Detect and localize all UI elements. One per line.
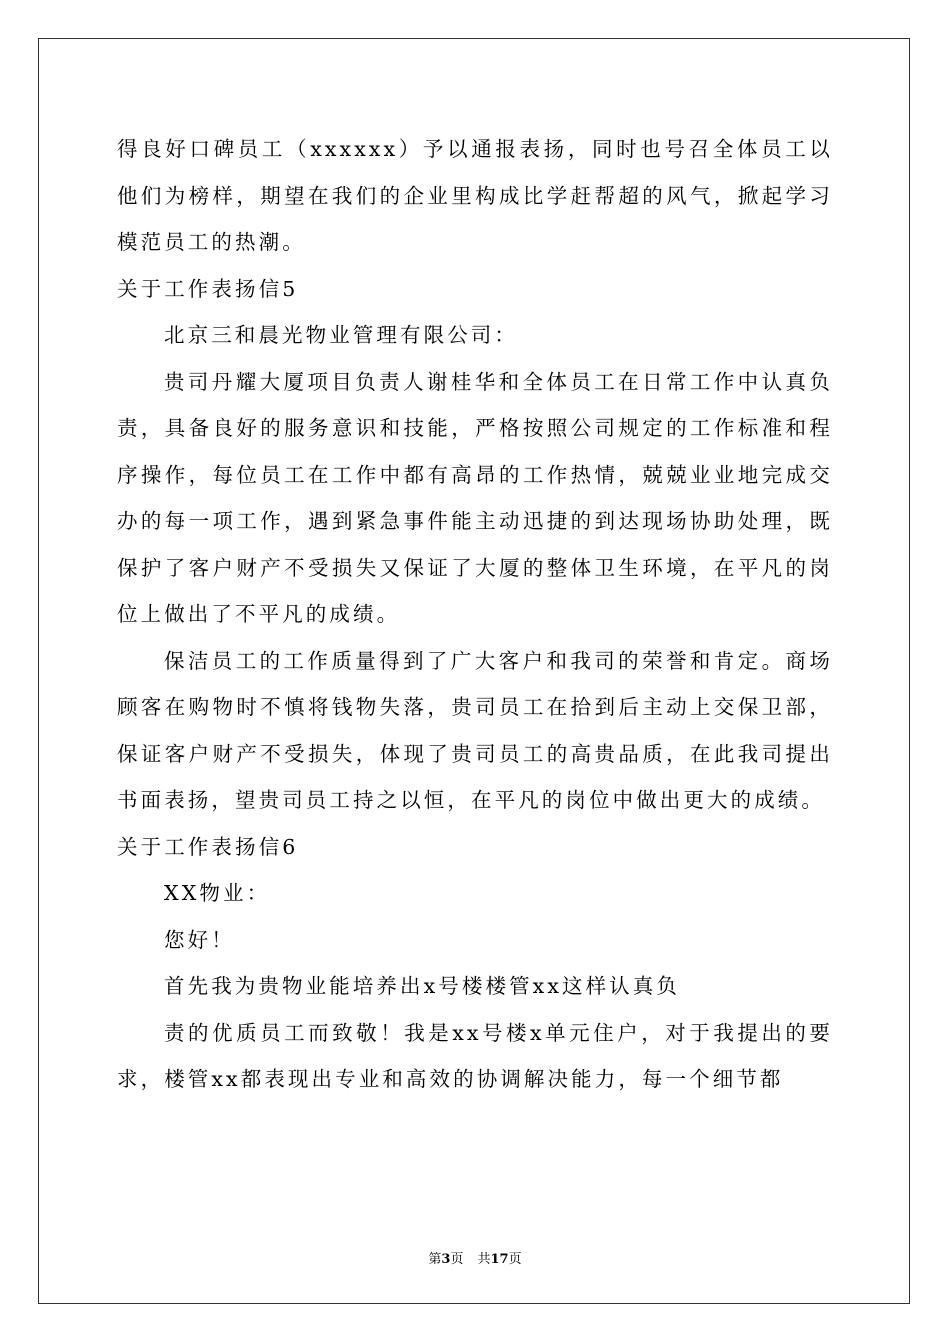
footer-total-suffix: 页 (508, 1252, 522, 1267)
paragraph-greeting: 您好！ (164, 927, 235, 952)
paragraph-4: 首先我为贵物业能培养出x号楼楼管xx这样认真负 (164, 974, 680, 998)
page-footer (0, 1248, 950, 1267)
paragraph-5: 责的优质员工而致敬！我是xx号楼x单元住户，对于我提出的要求，楼管xx都表现出专业和高效的协调解决能力，每一个细节都 (117, 1020, 833, 1091)
section-heading-5: 关于工作表扬信5 (117, 276, 299, 301)
paragraph-3: 保洁员工的工作质量得到了广大客户和我司的荣誉和肯定。商场顾客在购物时不慎将钱物失落，贵司员工在拾到后主动上交保卫部，保证客户财产不受损失，体现了贵司员工的高贵品质，在此我司提出书面表扬，望贵司员工持之以恒，在平凡的岗位中做出更大的成绩。 (117, 648, 833, 812)
section-heading-6: 关于工作表扬信6 (117, 834, 299, 859)
paragraph-2: 贵司丹耀大厦项目负责人谢桂华和全体员工在日常工作中认真负责，具备良好的服务意识和技能，严格按照公司规定的工作标准和程序操作，每位员工在工作中都有高昂的工作热情，兢兢业业地完成交办的每一项工作，遇到紧急事件能主动迅捷的到达现场协助处理，既保护了客户财产不受损失又保证了大厦的整体卫生环境，在平凡的岗位上做出了不平凡的成绩。 (117, 369, 833, 626)
footer-page-total: 17 (490, 1252, 509, 1267)
footer-total-prefix: 共 (477, 1252, 491, 1267)
document-body (117, 126, 833, 1103)
paragraph-salutation-5: 北京三和晨光物业管理有限公司： (164, 323, 518, 347)
paragraph-1: 得良好口碑员工（xxxxxx）予以通报表扬，同时也号召全体员工以他们为榜样，期望在我们的企业里构成比学赶帮超的风气，掀起学习模范员工的热潮。 (117, 137, 833, 254)
footer-page-current: 3 (441, 1252, 451, 1267)
footer-page-prefix: 第 (428, 1252, 442, 1267)
paragraph-salutation-6: XX物业： (164, 881, 271, 905)
footer-page-suffix: 页 (450, 1252, 464, 1267)
